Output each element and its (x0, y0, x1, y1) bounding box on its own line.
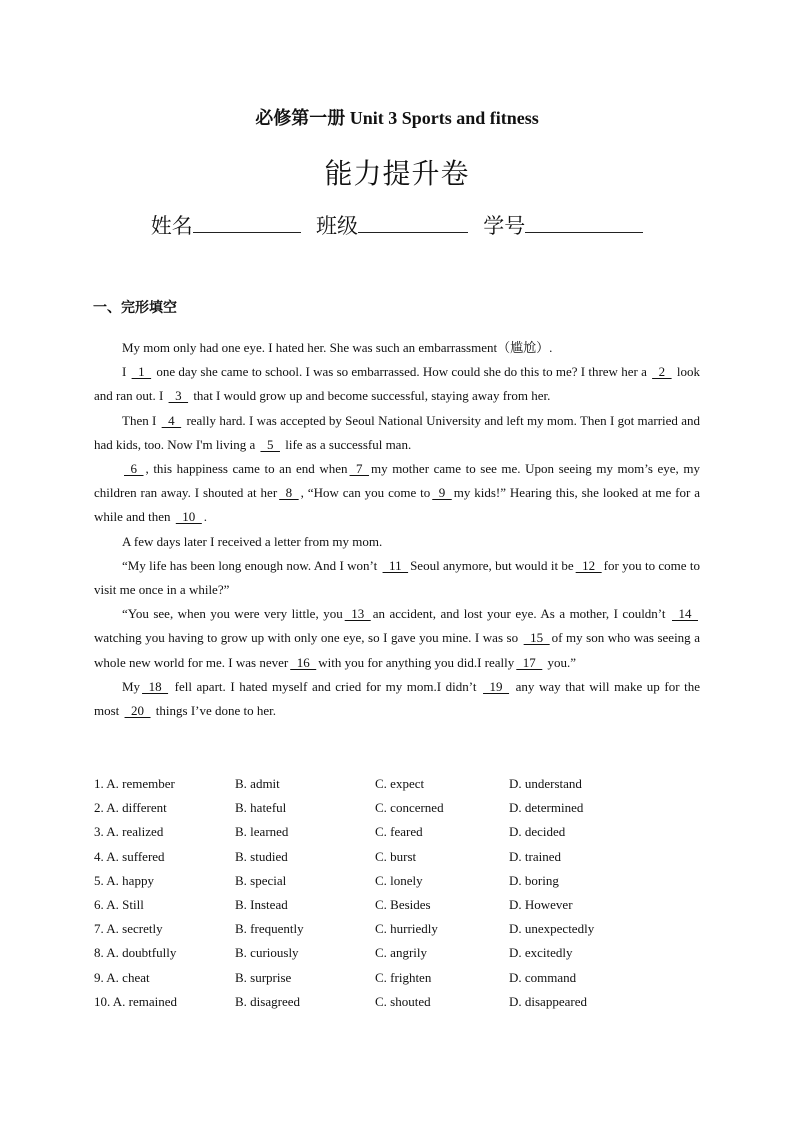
passage-text: really hard. I was accepted by Seoul National University and left my mom. Then I got married and had kids, too. Now I'm living a (94, 412, 700, 452)
answer-options (94, 772, 714, 1014)
option-c[interactable] (375, 921, 509, 937)
blank-6[interactable]: 6 (124, 461, 144, 477)
blank-11[interactable]: 11 (382, 557, 409, 573)
option-text: C. lonely (375, 872, 423, 888)
blank-20[interactable]: 20 (124, 703, 151, 719)
option-b[interactable] (235, 849, 375, 865)
document-subtitle: 能力提升卷 (324, 159, 470, 190)
blank-16[interactable]: 16 (290, 654, 317, 670)
option-d[interactable] (509, 921, 709, 937)
blank-4[interactable]: 4 (161, 412, 182, 428)
passage-text: you.” (544, 654, 577, 670)
option-text: D. command (509, 969, 577, 985)
option-text: D. determined (509, 800, 584, 816)
option-text: D. trained (509, 848, 561, 864)
option-text: D. boring (509, 872, 559, 888)
blank-7[interactable]: 7 (349, 461, 370, 477)
option-text: A. suffered (106, 848, 165, 864)
option-a[interactable] (94, 921, 235, 937)
question-number: 7. (94, 921, 107, 937)
option-a[interactable] (94, 776, 235, 792)
question-number: 6. (94, 897, 107, 913)
document-title: 必修第一册 Unit 3 Sports and fitness (255, 108, 539, 128)
option-text: B. learned (235, 824, 289, 840)
option-text: B. admit (235, 776, 280, 792)
passage-text: Then I (122, 412, 160, 428)
option-row (94, 893, 714, 917)
option-a[interactable] (94, 873, 235, 889)
option-c[interactable] (375, 824, 509, 840)
option-row (94, 941, 714, 965)
passage-paragraph (94, 554, 700, 602)
question-number: 1. (94, 776, 107, 792)
option-d[interactable] (509, 824, 709, 840)
option-text: D. excitedly (509, 945, 573, 961)
passage-paragraph (94, 409, 700, 457)
question-number: 4. (94, 848, 107, 864)
option-d[interactable] (509, 897, 709, 913)
id-blank[interactable] (525, 210, 643, 233)
option-c[interactable] (375, 897, 509, 913)
option-text: D. understand (509, 776, 582, 792)
option-b[interactable] (235, 970, 375, 986)
option-text: A. realized (106, 824, 164, 840)
name-blank[interactable] (193, 210, 301, 233)
option-d[interactable] (509, 873, 709, 889)
option-row (94, 869, 714, 893)
passage-text: things I’ve done to her. (152, 703, 277, 719)
passage-text: Seoul anymore, but would it be (410, 557, 574, 573)
blank-5[interactable]: 5 (260, 436, 280, 452)
passage-text: “You see, when you were very little, you (122, 606, 343, 622)
option-b[interactable] (235, 994, 375, 1010)
option-c[interactable] (375, 994, 509, 1010)
option-row (94, 845, 714, 869)
option-text: B. disagreed (235, 993, 300, 1009)
option-b[interactable] (235, 945, 375, 961)
passage-text: I (122, 364, 130, 380)
blank-14[interactable]: 14 (672, 606, 698, 622)
id-label: 学号 (483, 214, 526, 238)
option-text: C. Besides (375, 897, 431, 913)
question-number: 9. (94, 969, 107, 985)
option-text: C. frighten (375, 969, 432, 985)
option-text: A. secretly (106, 921, 163, 937)
option-d[interactable] (509, 970, 709, 986)
question-number: 10. (94, 993, 113, 1009)
passage-text: fell apart. I hated myself and cried for my mom.I didn’t (170, 678, 482, 694)
passage-paragraph: My mom only had one eye. I hated her. She was such an embarrassment（尴尬）. (122, 340, 553, 355)
option-b[interactable] (235, 800, 375, 816)
passage-text: watching you having to grow up with only one eye, so I gave you mine. I was so (94, 630, 522, 646)
passage-paragraph (94, 602, 700, 675)
blank-15[interactable]: 15 (523, 630, 550, 646)
option-text: B. hateful (235, 800, 287, 816)
option-text: C. shouted (375, 993, 431, 1009)
blank-13[interactable]: 13 (344, 606, 371, 622)
blank-19[interactable]: 19 (483, 678, 510, 694)
option-text: C. angrily (375, 945, 427, 961)
name-label: 姓名 (150, 214, 193, 238)
section-title: 一、完形填空 (93, 300, 177, 316)
passage-text: My (122, 678, 141, 694)
option-row (94, 772, 714, 796)
blank-9[interactable]: 9 (432, 485, 452, 501)
option-b[interactable] (235, 824, 375, 840)
passage-text: that I would grow up and become successful, staying away from her. (190, 388, 551, 404)
blank-3[interactable]: 3 (168, 388, 189, 404)
option-text: A. happy (106, 872, 154, 888)
option-text: D. decided (509, 824, 566, 840)
option-d[interactable] (509, 800, 709, 816)
option-text: A. cheat (106, 969, 150, 985)
question-number: 3. (94, 824, 107, 840)
passage-text: an accident, and lost your eye. As a mother, I couldn’t (372, 606, 670, 622)
passage-paragraph (94, 675, 700, 723)
option-d[interactable] (509, 776, 709, 792)
passage-text: with you for anything you did.I really (318, 654, 515, 670)
option-text: B. curiously (235, 945, 299, 961)
option-row (94, 966, 714, 990)
option-c[interactable] (375, 970, 509, 986)
option-a[interactable] (94, 970, 235, 986)
blank-10[interactable]: 10 (175, 509, 202, 525)
option-c[interactable] (375, 800, 509, 816)
option-c[interactable] (375, 873, 509, 889)
passage-paragraph: A few days later I received a letter from my mom. (122, 533, 383, 549)
option-text: B. special (235, 872, 287, 888)
passage-text: life as a successful man. (281, 436, 412, 452)
option-c[interactable] (375, 849, 509, 865)
passage-text: . (203, 509, 208, 525)
passage-text: my kids!” Hearing this, she looked at me for a while and then (94, 485, 701, 525)
option-b[interactable] (235, 921, 375, 937)
option-text: D. disappeared (509, 993, 587, 1009)
option-text: A. Still (106, 897, 144, 913)
passage-text: look and ran out. I (94, 364, 700, 404)
option-b[interactable] (235, 873, 375, 889)
cloze-passage (94, 336, 700, 723)
passage-paragraph (94, 457, 700, 530)
option-text: C. hurriedly (375, 921, 438, 937)
option-text: B. frequently (235, 921, 304, 937)
option-row (94, 990, 714, 1014)
blank-8[interactable]: 8 (279, 485, 299, 501)
option-a[interactable] (94, 945, 235, 961)
blank-1[interactable]: 1 (131, 364, 152, 380)
option-text: C. feared (375, 824, 423, 840)
blank-2[interactable]: 2 (652, 364, 672, 380)
option-text: A. remained (112, 993, 178, 1009)
option-text: B. Instead (235, 897, 288, 913)
blank-18[interactable]: 18 (142, 678, 169, 694)
option-row (94, 917, 714, 941)
passage-text: “My life has been long enough now. And I won’t (122, 557, 381, 573)
option-a[interactable] (94, 824, 235, 840)
passage-text: any way that will make up for the most (94, 678, 700, 719)
question-number: 2. (94, 800, 107, 816)
question-number: 8. (94, 945, 107, 961)
blank-17[interactable]: 17 (516, 654, 543, 670)
option-text: A. doubtfully (106, 945, 177, 961)
option-a[interactable] (94, 800, 235, 816)
option-c[interactable] (375, 776, 509, 792)
option-text: A. remember (106, 776, 175, 792)
student-info-row (0, 210, 794, 240)
passage-text: , this happiness came to an end when (145, 461, 348, 477)
option-text: D. unexpectedly (509, 921, 595, 937)
option-text: C. expect (375, 776, 425, 792)
question-number: 5. (94, 872, 107, 888)
class-label: 班级 (316, 214, 358, 238)
option-d[interactable] (509, 945, 709, 961)
option-b[interactable] (235, 897, 375, 913)
passage-paragraph (94, 360, 700, 408)
option-d[interactable] (509, 994, 709, 1010)
option-text: C. concerned (375, 800, 444, 816)
option-b[interactable] (235, 776, 375, 792)
passage-text: for you to come to visit me once in a while?” (94, 557, 700, 598)
passage-text: one day she came to school. I was so embarrassed. How could she do this to me? I threw her a (153, 364, 651, 380)
option-text: C. burst (375, 848, 417, 864)
passage-text: of my son who was seeing a whole new world for me. I was never (94, 630, 700, 670)
class-blank[interactable] (358, 210, 468, 233)
option-text: D. However (509, 897, 573, 913)
option-row (94, 796, 714, 820)
blank-12[interactable]: 12 (575, 557, 602, 573)
option-text: B. surprise (235, 969, 292, 985)
option-a[interactable] (94, 849, 235, 865)
option-text: B. studied (235, 848, 288, 864)
passage-text: , “How can you come to (300, 485, 431, 501)
option-row (94, 820, 714, 844)
option-c[interactable] (375, 945, 509, 961)
option-a[interactable] (94, 994, 235, 1010)
option-d[interactable] (509, 849, 709, 865)
option-a[interactable] (94, 897, 235, 913)
option-text: A. different (106, 800, 167, 816)
passage-text: my mother came to see me. Upon seeing my mom’s eye, my children ran away. I shouted at her (94, 461, 700, 501)
